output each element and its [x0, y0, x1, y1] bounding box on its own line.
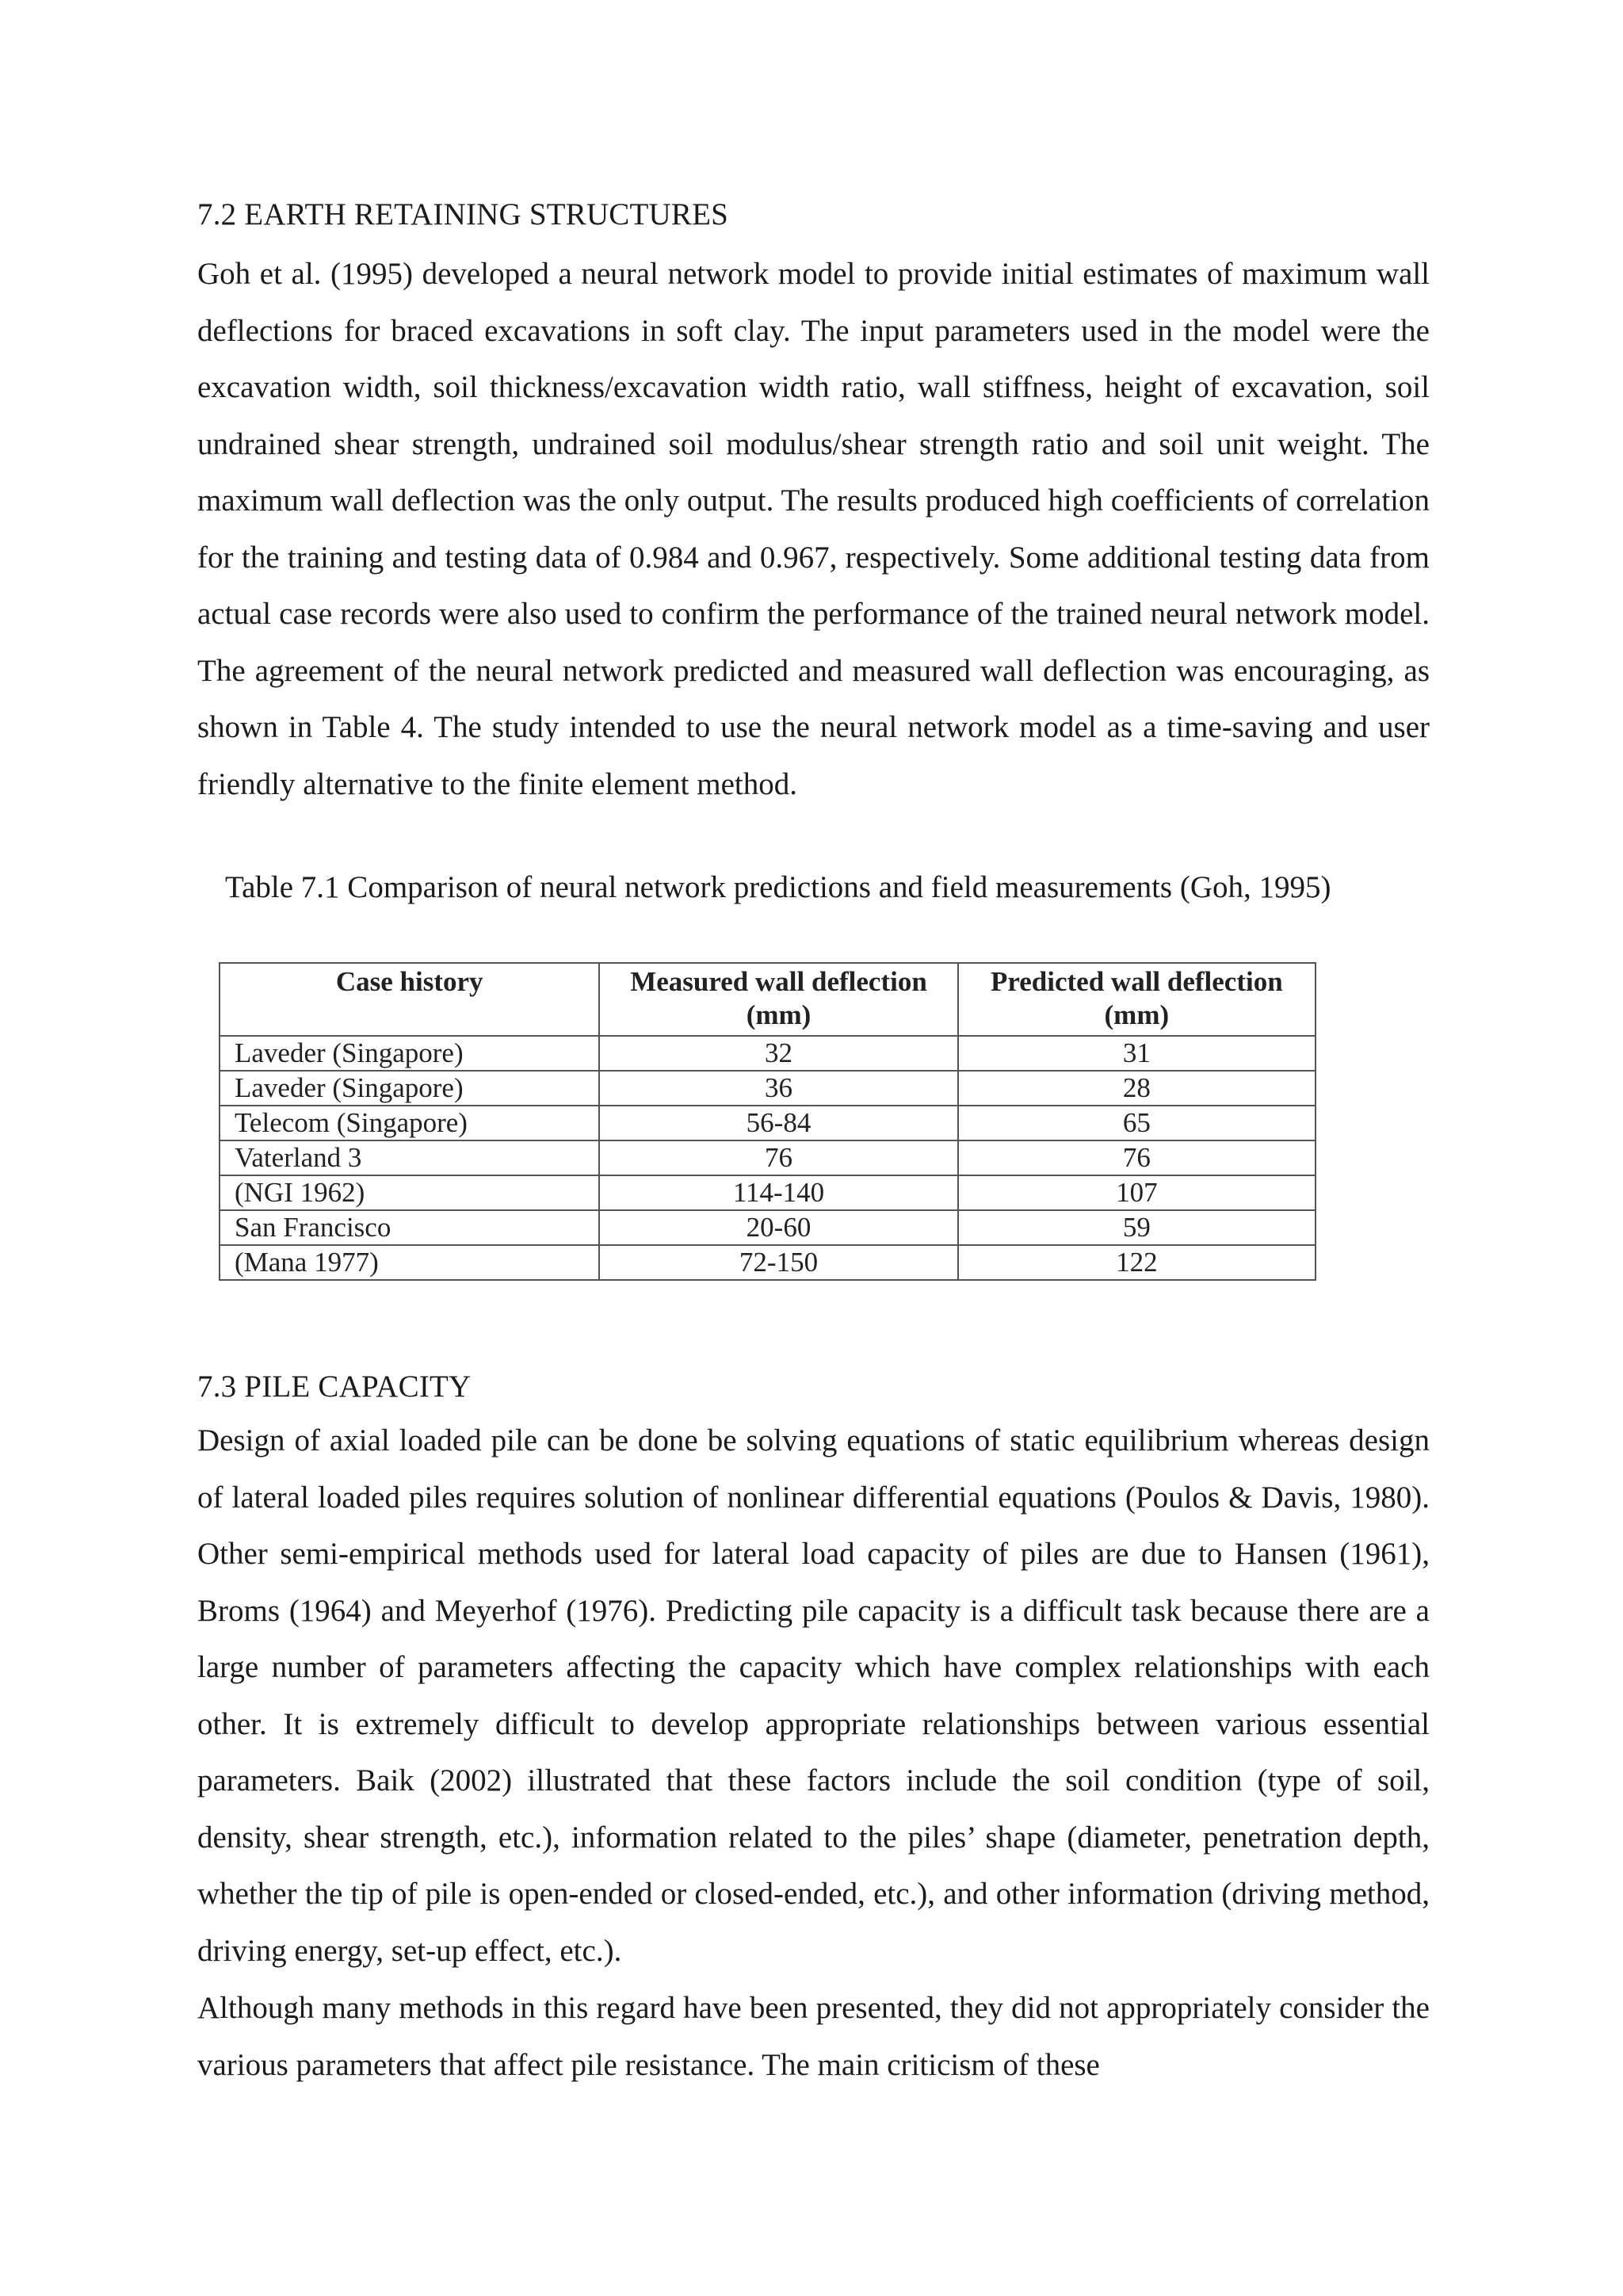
measured-cell: 32	[599, 1036, 957, 1071]
case-history-cell: Vaterland 3	[220, 1140, 599, 1175]
case-history-cell: San Francisco	[220, 1210, 599, 1245]
measured-cell: 56-84	[599, 1106, 957, 1140]
predicted-cell: 31	[958, 1036, 1316, 1071]
header-measured-deflection: Measured wall deflection (mm)	[599, 963, 957, 1036]
table-row	[220, 1106, 1316, 1140]
table-row	[220, 1036, 1316, 1071]
predicted-cell: 76	[958, 1140, 1316, 1175]
deflection-comparison-table	[219, 962, 1316, 1281]
table-caption: Table 7.1 Comparison of neural network predictions and field measurements (Goh, 1995)	[225, 870, 1331, 904]
table-row	[220, 1071, 1316, 1106]
table-header-row	[220, 963, 1316, 1036]
predicted-cell: 65	[958, 1106, 1316, 1140]
table-row	[220, 1175, 1316, 1210]
section-paragraph-pile-capacity: Design of axial loaded pile can be done be solving equations of static equilibrium whereas design of lateral loaded piles requires solution of nonlinear differential equations (Poulos & Davis, 1980). Other semi-empirical methods used for lateral load capacity of piles are due to Hansen (1961), Broms (1964) and Meyerhof (1976). Predicting pile capacity is a difficult task because there are a large number of parameters affecting the capacity which have complex relationships with each other. It is extremely difficult to develop appropriate relationships between various essential parameters. Baik (2002) illustrated that these factors include the soil condition (type of soil, density, shear strength, etc.), information related to the piles’ shape (diameter, penetration depth, whether the tip of pile is open-ended or closed-ended, etc.), and other information (driving method, driving energy, set-up effect, etc.).	[197, 1423, 1430, 1968]
section-paragraph-pile-methods: Although many methods in this regard have been presented, they did not appropriately consider the various parameters that affect pile resistance. The main criticism of these	[197, 1991, 1430, 2082]
case-history-cell: Laveder (Singapore)	[220, 1036, 599, 1071]
table-row	[220, 1210, 1316, 1245]
predicted-cell: 122	[958, 1245, 1316, 1280]
table-row	[220, 1245, 1316, 1280]
predicted-cell: 59	[958, 1210, 1316, 1245]
predicted-cell: 28	[958, 1071, 1316, 1106]
measured-cell: 36	[599, 1071, 957, 1106]
case-history-cell: (NGI 1962)	[220, 1175, 599, 1210]
measured-cell: 76	[599, 1140, 957, 1175]
case-history-cell: (Mana 1977)	[220, 1245, 599, 1280]
header-predicted-deflection: Predicted wall deflection (mm)	[958, 963, 1316, 1036]
header-case-history: Case history	[220, 963, 599, 1036]
case-history-cell: Telecom (Singapore)	[220, 1106, 599, 1140]
predicted-cell: 107	[958, 1175, 1316, 1210]
measured-cell: 20-60	[599, 1210, 957, 1245]
section-heading-pile-capacity: 7.3 PILE CAPACITY	[197, 1370, 472, 1404]
table-row	[220, 1140, 1316, 1175]
case-history-cell: Laveder (Singapore)	[220, 1071, 599, 1106]
section-paragraph-earth-retaining: Goh et al. (1995) developed a neural network model to provide initial estimates of maximum wall deflections for braced excavations in soft clay. The input parameters used in the model were the excavation width, soil thickness/excavation width ratio, wall stiffness, height of excavation, soil undrained shear strength, undrained soil modulus/shear strength ratio and soil unit weight. The maximum wall deflection was the only output. The results produced high coefficients of correlation for the training and testing data of 0.984 and 0.967, respectively. Some additional testing data from actual case records were also used to confirm the performance of the trained neural network model. The agreement of the neural network predicted and measured wall deflection was encouraging, as shown in Table 4. The study intended to use the neural network model as a time-saving and user friendly alternative to the finite element method.	[197, 257, 1430, 801]
section-heading-earth-retaining: 7.2 EARTH RETAINING STRUCTURES	[197, 197, 729, 231]
measured-cell: 72-150	[599, 1245, 957, 1280]
measured-cell: 114-140	[599, 1175, 957, 1210]
